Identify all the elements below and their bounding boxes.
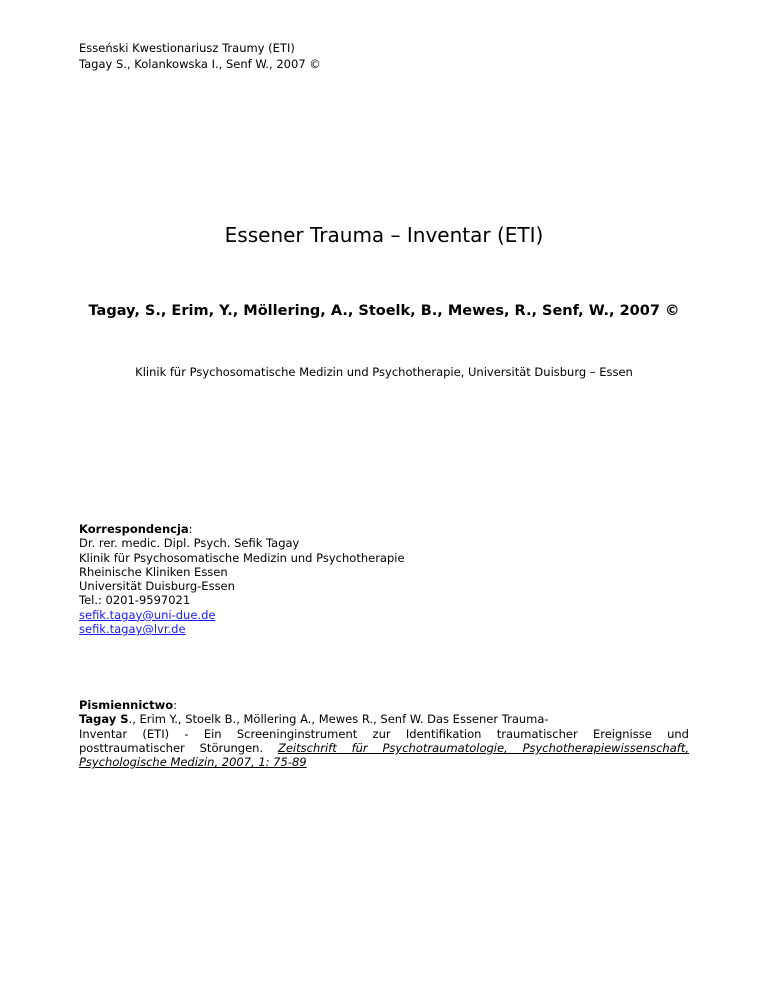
reference-journal-citation: Zeitschrift für Psychotraumatologie, Psychotherapiewissenschaft, — [277, 740, 689, 755]
bibliography-heading-line — [79, 698, 689, 712]
contact-clinic: Klinik für Psychosomatische Medizin und Psychotherapie — [79, 550, 405, 565]
reference-line-1 — [79, 712, 689, 726]
email-link-uni-due[interactable]: sefik.tagay@uni-due.de — [79, 607, 216, 622]
reference-plain-text: posttraumatischer Störungen. — [79, 740, 278, 755]
correspondence-heading: Korrespondencja — [79, 522, 189, 536]
email-link-lvr[interactable]: sefik.tagay@lvr.de — [79, 622, 186, 637]
header-line-2: Tagay S., Kolankowska I., Senf W., 2007 © — [79, 57, 321, 71]
reference-line-2: Inventar (ETI) - Ein Screeninginstrument zur Identifikation traumatischer Ereignisse und — [79, 726, 689, 741]
contact-institution: Rheinische Kliniken Essen — [79, 564, 228, 579]
contact-university: Universität Duisburg-Essen — [79, 579, 235, 594]
document-title: Essener Trauma – Inventar (ETI) — [224, 223, 544, 247]
authors-line: Tagay, S., Erim, Y., Möllering, A., Stoelk, B., Mewes, R., Senf, W., 2007 © — [88, 303, 680, 319]
bibliography-block — [79, 698, 689, 769]
correspondence-heading-line — [79, 522, 405, 536]
reference-author-bold: Tagay S — [79, 712, 129, 727]
reference-authors-rest: ., Erim Y., Stoelk B., Möllering A., Mewes R., Senf W. Das Essener Trauma- — [128, 712, 549, 727]
bibliography-heading: Pismiennictwo — [79, 698, 174, 712]
reference-line-3 — [79, 741, 689, 755]
reference-journal-citation-cont: Psychologische Medizin, 2007, 1: 75-89 — [79, 755, 307, 770]
affiliation-line: Klinik für Psychosomatische Medizin und Psychotherapie, Universität Duisburg – Essen — [135, 365, 633, 379]
document-header — [79, 40, 321, 72]
bibliography-colon: : — [173, 698, 177, 712]
contact-name: Dr. rer. medic. Dipl. Psych. Sefik Tagay — [79, 536, 300, 551]
reference-line-4 — [79, 755, 689, 769]
header-line-1: Esseński Kwestionariusz Traumy (ETI) — [79, 41, 295, 55]
correspondence-colon: : — [188, 522, 193, 536]
correspondence-block — [79, 522, 405, 636]
contact-phone: Tel.: 0201-9597021 — [79, 593, 191, 608]
